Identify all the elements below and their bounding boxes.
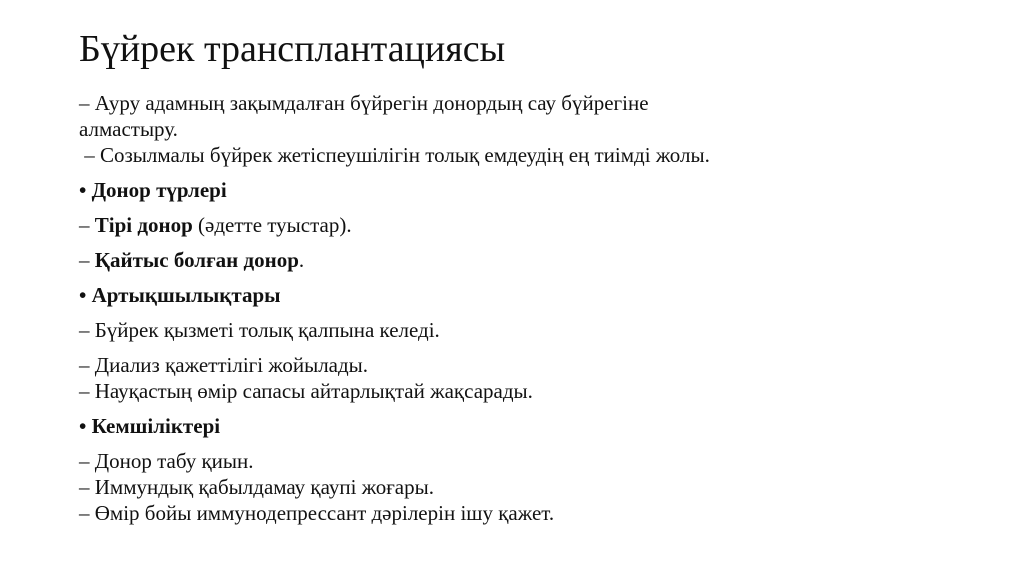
- donor-types-heading-text: • Донор түрлері: [79, 178, 227, 202]
- disadvantage-item: – Өмір бойы иммунодепрессант дәрілерін ішу қажет.: [79, 501, 555, 525]
- dash: –: [79, 248, 95, 272]
- living-donor-note: (әдетте туыстар).: [192, 213, 352, 237]
- slide-title: Бүйрек трансплантациясы: [79, 28, 506, 70]
- intro-line: алмастыру.: [79, 117, 178, 141]
- disadvantages-heading-text: • Кемшіліктері: [79, 414, 221, 438]
- intro-line: – Ауру адамның зақымдалған бүйрегін донордың сау бүйрегіне: [79, 91, 649, 115]
- advantage-item: – Диализ қажеттілігі жойылады.: [79, 353, 369, 377]
- advantage-item: – Науқастың өмір сапасы айтарлықтай жақсарады.: [79, 379, 533, 403]
- deceased-donor-term: Қайтыс болған донор: [94, 248, 299, 272]
- donor-types-heading: [79, 177, 979, 203]
- living-donor-term: Тірі донор: [94, 213, 193, 237]
- advantages-heading-text: • Артықшылықтары: [79, 283, 281, 307]
- intro-line: – Созылмалы бүйрек жетіспеушілігін толық емдеудің ең тиімді жолы.: [79, 143, 710, 167]
- deceased-donor-end: .: [298, 248, 305, 272]
- advantages-heading: [79, 282, 979, 308]
- disadvantage-item: – Донор табу қиын.: [79, 449, 254, 473]
- advantage-item: – Бүйрек қызметі толық қалпына келеді.: [79, 318, 440, 342]
- deceased-donor-line: [79, 247, 979, 273]
- slide-body: [79, 90, 979, 526]
- dash: –: [79, 213, 95, 237]
- living-donor-line: [79, 212, 979, 238]
- disadvantages-heading: [79, 413, 979, 439]
- disadvantage-item: – Иммундық қабылдамау қаупі жоғары.: [79, 475, 434, 499]
